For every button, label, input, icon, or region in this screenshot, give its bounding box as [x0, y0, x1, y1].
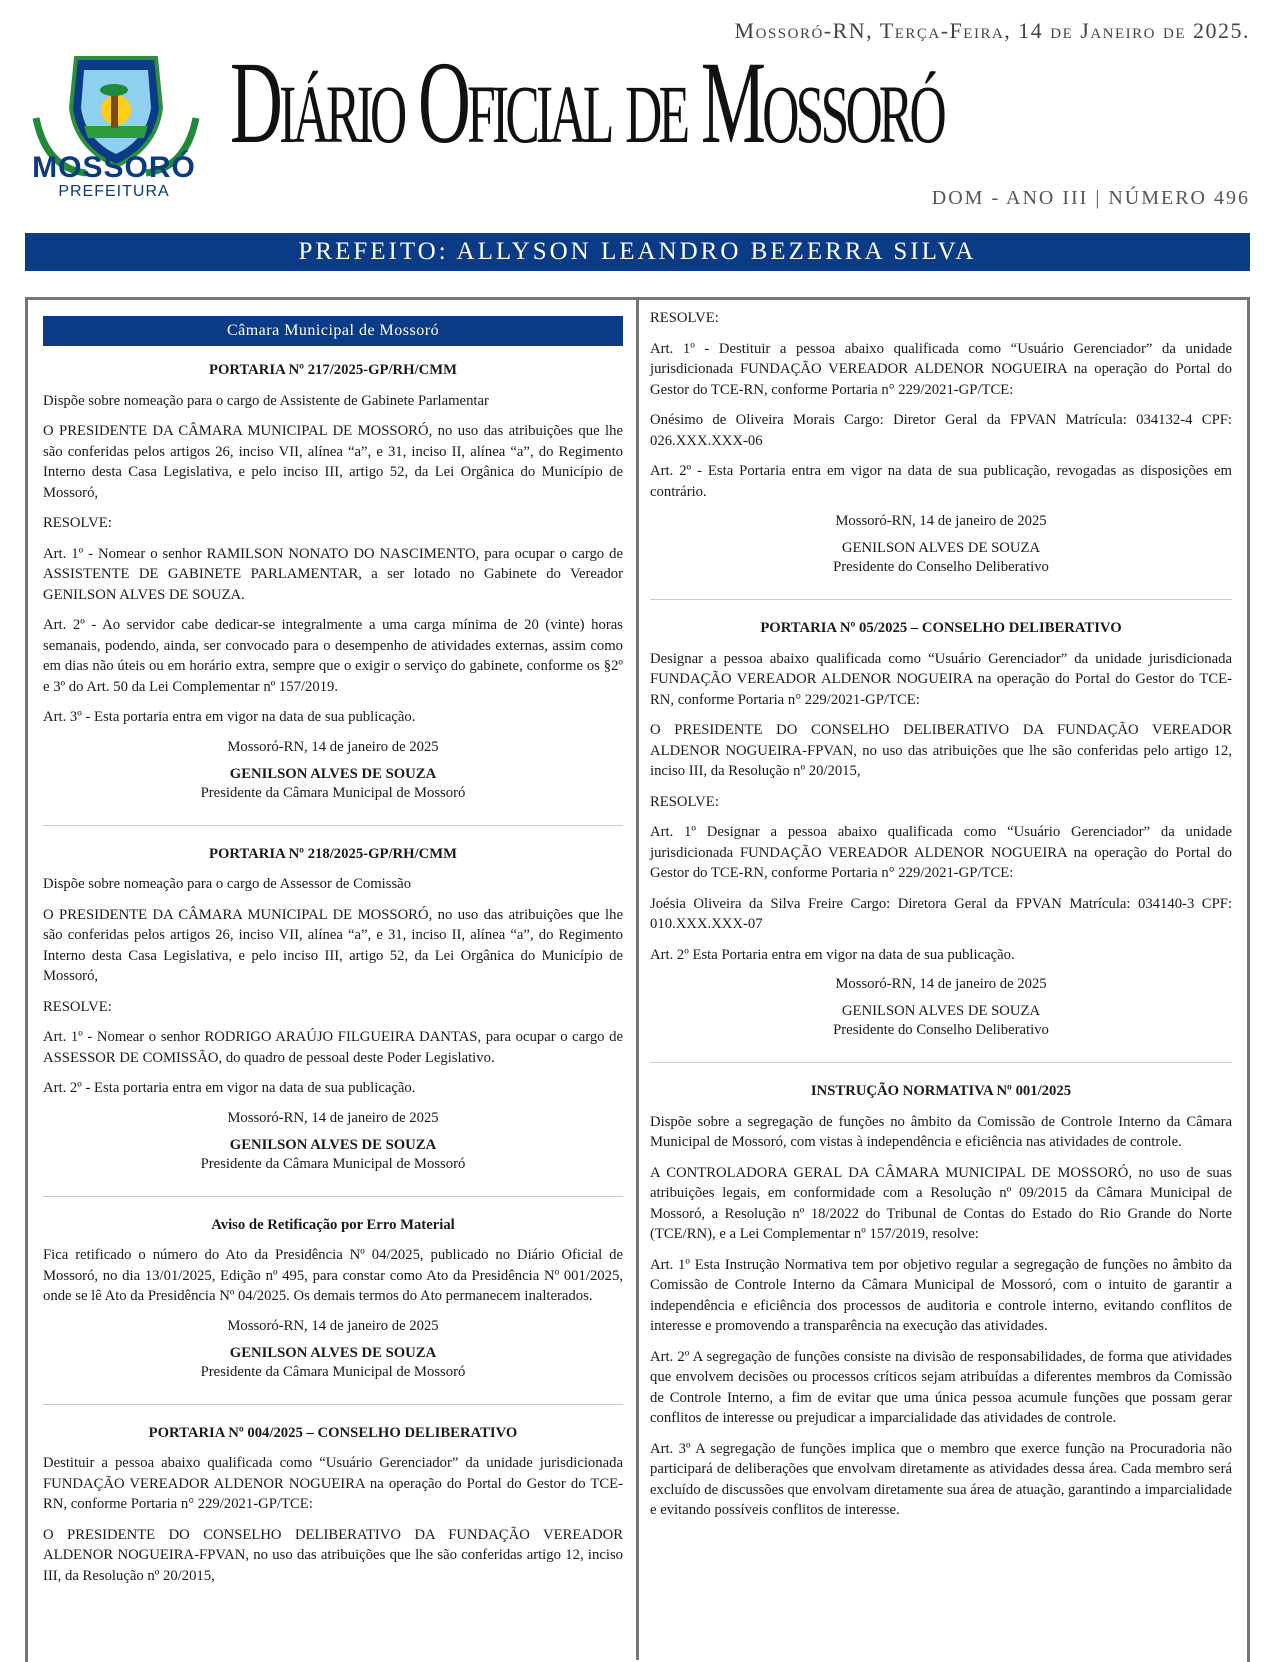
- right-column: [650, 308, 1232, 1531]
- portaria-218-summary: Dispõe sobre nomeação para o cargo de Assessor de Comissão: [43, 876, 412, 892]
- signature-name: GENILSON ALVES DE SOUZA: [841, 1003, 1041, 1019]
- signature-role: Presidente do Conselho Deliberativo: [833, 1022, 1049, 1038]
- portaria-218-title: PORTARIA Nº 218/2025-GP/RH/CMM: [208, 845, 457, 862]
- portaria-05-person: Joésia Oliveira da Silva Freire Cargo: Diretora Geral da FPVAN Matrícula: 034140-3 CPF: 010.XXX.XXX-07: [650, 895, 1232, 932]
- aviso-body: Fica retificado o número do Ato da Presidência Nº 04/2025, publicado no Diário Oficial de Mossoró, no dia 13/01/2025, Edição nº 495, para constar como Ato da Presidência Nº 001/2025, onde se lê Ato da Presidência Nº 04/2025. Os demais termos do Ato permanecem inalterados.: [43, 1247, 623, 1304]
- signature-name: GENILSON ALVES DE SOUZA: [229, 1344, 437, 1361]
- portaria-05-preamble: O PRESIDENTE DO CONSELHO DELIBERATIVO DA FUNDAÇÃO VEREADOR ALDENOR NOGUEIRA-FPVAN, no uso das atribuições que lhe são conferidas pelo artigo 12, inciso III, da Resolução nº 20/2015,: [650, 722, 1232, 779]
- instrucao-normativa-title: INSTRUÇÃO NORMATIVA Nº 001/2025: [810, 1083, 1072, 1099]
- instrucao-normativa-art3: Art. 3º A segregação de funções implica que o membro que exerce função na Procuradoria não participará de deliberações que envolvam diretamente as atividades dessa área. Cada membro será excluído de discussões que envolvam diretamente sua área de atuação, garantindo a imparcialidade e evitando possíveis conflitos de interesse.: [650, 1440, 1232, 1518]
- portaria-05-resolve: RESOLVE:: [650, 793, 719, 810]
- portaria-217-resolve: RESOLVE:: [43, 515, 112, 531]
- section-banner: Câmara Municipal de Mossoró: [43, 316, 623, 346]
- signature-role: Presidente da Câmara Municipal de Mossoró: [200, 1155, 466, 1172]
- portaria-217-art2: Art. 2º - Ao servidor cabe dedicar-se integralmente a uma carga mínima de 20 (vinte) horas semanais, podendo, ainda, ser convocado para o desempenho de atividades externas, assim como em dias não úteis ou em horário extra, sempre que o exigir o serviço do gabinete, conforme os §2º e 3º do Art. 50 da Lei Complementar nº 157/2019.: [43, 617, 623, 695]
- portaria-218-art1: Art. 1º - Nomear o senhor RODRIGO ARAÚJO FILGUEIRA DANTAS, para ocupar o cargo de ASSESSOR DE COMISSÃO, do quadro de pessoal deste Poder Legislativo.: [43, 1029, 623, 1066]
- dateline: Mossoró-RN, Terça-Feira, 14 de Janeiro de 2025.: [734, 18, 1250, 43]
- portaria-05-title: PORTARIA Nº 05/2025 – CONSELHO DELIBERATIVO: [760, 620, 1122, 636]
- signature-block: [43, 1109, 623, 1174]
- portaria-217-summary: Dispõe sobre nomeação para o cargo de Assistente de Gabinete Parlamentar: [43, 392, 489, 409]
- portaria-217-preamble: O PRESIDENTE DA CÂMARA MUNICIPAL DE MOSSORÓ, no uso das atribuições que lhe são conferidas pelos artigos 26, inciso VII, alínea “a”, e 31, inciso II, alínea “a”, do Regimento Interno desta Casa Legislativa, e pelo inciso III, artigo 52, da Lei Orgânica do Município de Mossoró,: [43, 423, 623, 501]
- signature-place: Mossoró-RN, 14 de janeiro de 2025: [835, 976, 1047, 992]
- section-separator: [43, 1196, 623, 1197]
- signature-role: Presidente do Conselho Deliberativo: [833, 559, 1049, 575]
- portaria-217-art3: Art. 3º - Esta portaria entra em vigor na data de sua publicação.: [43, 709, 416, 725]
- instrucao-normativa-summary: Dispõe sobre a segregação de funções no âmbito da Comissão de Controle Interno da Câmara Municipal de Mossoró, com vistas à independência e eficiência nas atividades de controle.: [650, 1113, 1232, 1150]
- section-separator: [650, 599, 1232, 600]
- mayor-banner: PREFEITO: ALLYSON LEANDRO BEZERRA SILVA: [25, 233, 1250, 271]
- aviso-title: Aviso de Retificação por Erro Material: [211, 1216, 455, 1233]
- signature-name: GENILSON ALVES DE SOUZA: [229, 765, 437, 782]
- signature-place: Mossoró-RN, 14 de janeiro de 2025: [227, 1317, 439, 1334]
- portaria-004-summary: Destituir a pessoa abaixo qualificada como “Usuário Gerenciador” da unidade jurisdicionada FUNDAÇÃO VEREADOR ALDENOR NOGUEIRA na operação do Portal do Gestor do TCE-RN, conforme Portaria n° 229/2021-GP/TCE:: [43, 1455, 623, 1512]
- instrucao-normativa-art2: Art. 2º A segregação de funções consiste na divisão de responsabilidades, de forma que atividades que envolvem decisões ou processos críticos sejam atribuídas a diferentes membros da Comissão de Controle Interno, a fim de evitar que uma única pessoa acumule funções que possam gerar conflitos de interesse ou prejudicar a imparcialidade das atividades de controle.: [650, 1348, 1232, 1426]
- logo-wordmark: [26, 152, 202, 200]
- portaria-004-title: PORTARIA Nº 004/2025 – CONSELHO DELIBERATIVO: [148, 1424, 518, 1441]
- signature-role: Presidente da Câmara Municipal de Mossoró: [200, 784, 466, 801]
- logo-subtitle: PREFEITURA: [58, 183, 170, 200]
- portaria-004-resolve: RESOLVE:: [650, 310, 719, 326]
- signature-name: GENILSON ALVES DE SOUZA: [841, 540, 1041, 556]
- portaria-05-art1: Art. 1º Designar a pessoa abaixo qualificada como “Usuário Gerenciador” da unidade jurisdicionada FUNDAÇÃO VEREADOR ALDENOR NOGUEIRA na operação do Portal do Gestor do TCE-RN, conforme Portaria n° 229/2021-GP/TCE:: [650, 824, 1232, 881]
- signature-block: [650, 975, 1232, 1040]
- signature-place: Mossoró-RN, 14 de janeiro de 2025: [835, 513, 1047, 529]
- signature-name: GENILSON ALVES DE SOUZA: [229, 1136, 437, 1153]
- section-separator: [43, 825, 623, 826]
- portaria-05-summary: Designar a pessoa abaixo qualificada como “Usuário Gerenciador” da unidade jurisdicionada FUNDAÇÃO VEREADOR ALDENOR NOGUEIRA na operação do Portal do Gestor do TCE-RN, conforme Portaria n° 229/2021-GP/TCE:: [650, 650, 1232, 708]
- masthead-header: [0, 0, 1275, 230]
- portaria-004-art2: Art. 2º - Esta Portaria entra em vigor na data de sua publicação, revogadas as disposições em contrário.: [650, 463, 1232, 500]
- column-divider: [636, 300, 639, 1660]
- edition-number: DOM - ANO III | NÚMERO 496: [931, 187, 1250, 209]
- section-separator: [650, 1062, 1232, 1063]
- portaria-218-art2: Art. 2º - Esta portaria entra em vigor na data de sua publicação.: [43, 1080, 416, 1096]
- masthead-title: Diário Oficial de Mossoró: [230, 37, 943, 168]
- signature-place: Mossoró-RN, 14 de janeiro de 2025: [227, 738, 439, 755]
- portaria-218-preamble: O PRESIDENTE DA CÂMARA MUNICIPAL DE MOSSORÓ, no uso das atribuições que lhe são conferidas pelos artigos 26, inciso VII, alínea “a”, e 31, inciso II, alínea “a”, do Regimento Interno desta Casa Legislativa, e pelo inciso III, artigo 52, da Lei Orgânica do Município de Mossoró,: [43, 906, 623, 984]
- signature-place: Mossoró-RN, 14 de janeiro de 2025: [227, 1109, 439, 1126]
- instrucao-normativa-preamble: A CONTROLADORA GERAL DA CÂMARA MUNICIPAL DE MOSSORÓ, no uso de suas atribuições legais, em conformidade com a Resolução nº 09/2015 da Câmara Municipal de Mossoró, a Resolução nº 18/2022 do Tribunal de Contas do Estado do Rio Grande do Norte (TCE/RN), e a Lei Complementar nº 157/2019, resolve:: [650, 1164, 1232, 1242]
- portaria-004-person: Onésimo de Oliveira Morais Cargo: Diretor Geral da FPVAN Matrícula: 034132-4 CPF: 026.XXX.XXX-06: [650, 412, 1232, 449]
- signature-block: [43, 738, 623, 803]
- signature-role: Presidente da Câmara Municipal de Mossoró: [200, 1363, 466, 1380]
- signature-block: [650, 512, 1232, 577]
- logo-city: MOSSORÓ: [32, 151, 196, 184]
- portaria-004-art1: Art. 1º - Destituir a pessoa abaixo qualificada como “Usuário Gerenciador” da unidade jurisdicionada FUNDAÇÃO VEREADOR ALDENOR NOGUEIRA na operação do Portal do Gestor do TCE-RN, conforme Portaria n° 229/2021-GP/TCE:: [650, 340, 1232, 398]
- section-separator: [43, 1404, 623, 1405]
- portaria-05-art2: Art. 2º Esta Portaria entra em vigor na data de sua publicação.: [650, 946, 1015, 963]
- portaria-217-title: PORTARIA Nº 217/2025-GP/RH/CMM: [208, 362, 457, 378]
- portaria-004-preamble: O PRESIDENTE DO CONSELHO DELIBERATIVO DA FUNDAÇÃO VEREADOR ALDENOR NOGUEIRA-FPVAN, no uso das atribuições que lhe são conferidas artigo 12, inciso III, da Resolução nº 20/2015,: [43, 1526, 623, 1584]
- signature-block: [43, 1317, 623, 1382]
- instrucao-normativa-art1: Art. 1º Esta Instrução Normativa tem por objetivo regular a segregação de funções no âmbito da Comissão de Controle Interno da Câmara Municipal de Mossoró, com o intuito de garantir a independência e eficiência dos processos de auditoria e controle interno, evitando conflitos de interesse e promovendo a transparência na execução das atividades.: [650, 1256, 1232, 1334]
- portaria-217-art1: Art. 1º - Nomear o senhor RAMILSON NONATO DO NASCIMENTO, para ocupar o cargo de ASSISTENTE DE GABINETE PARLAMENTAR, a ser lotado no Gabinete do Vereador GENILSON ALVES DE SOUZA.: [43, 545, 623, 603]
- portaria-218-resolve: RESOLVE:: [43, 998, 112, 1015]
- left-column: [43, 308, 623, 1596]
